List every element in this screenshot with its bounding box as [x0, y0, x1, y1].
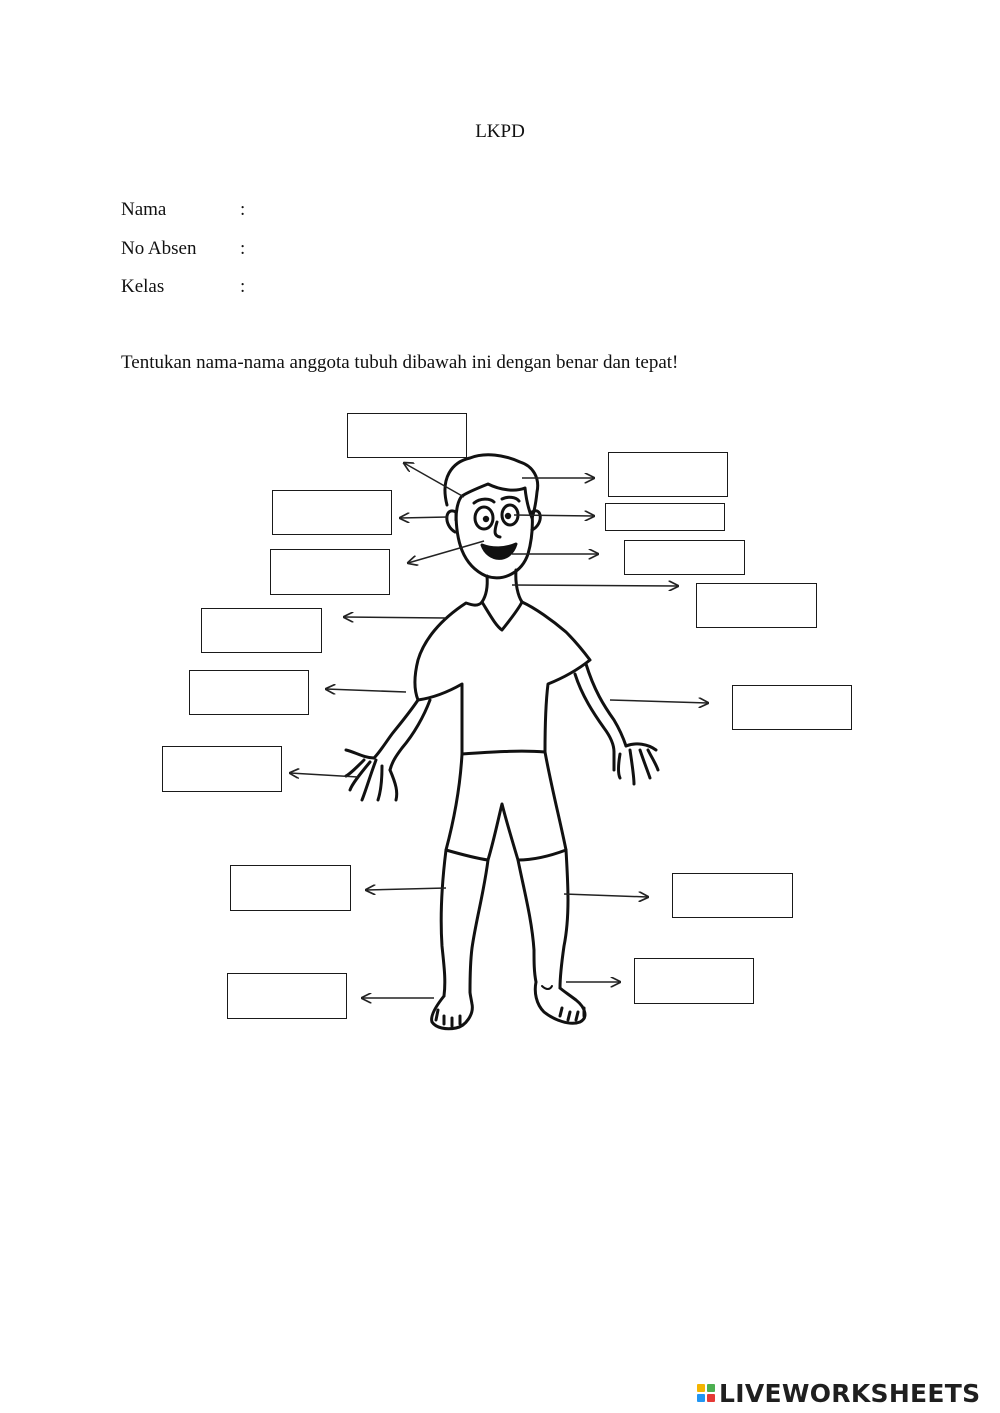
class-colon: :	[240, 276, 246, 297]
answer-box-15[interactable]	[227, 973, 347, 1019]
arrow-thigh	[366, 888, 446, 890]
arrow-eye	[514, 515, 594, 516]
answer-box-11[interactable]	[162, 746, 282, 792]
class-label: Kelas	[121, 276, 165, 297]
answer-box-3[interactable]	[272, 490, 392, 535]
shorts	[446, 752, 566, 860]
nose	[495, 522, 500, 537]
right-hand	[614, 744, 658, 784]
answer-box-10[interactable]	[732, 685, 852, 730]
liveworksheets-brand	[697, 1376, 980, 1410]
attendance-number-label: No Absen	[121, 238, 197, 259]
arrow-arm	[326, 689, 406, 692]
answer-box-5[interactable]	[270, 549, 390, 595]
answer-box-13[interactable]	[672, 873, 793, 918]
instruction-text: Tentukan nama-nama anggota tubuh dibawah ini dengan benar dan tepat!	[121, 352, 679, 373]
boy-figure	[346, 455, 658, 1029]
answer-box-8[interactable]	[201, 608, 322, 653]
shirt	[415, 602, 590, 754]
answer-box-1[interactable]	[347, 413, 467, 458]
answer-box-14[interactable]	[634, 958, 754, 1004]
liveworksheets-logo-icon	[697, 1384, 715, 1402]
arrow-hair	[404, 463, 464, 497]
left-arm	[374, 700, 418, 758]
arrow-shoulder	[344, 617, 446, 618]
answer-box-4[interactable]	[605, 503, 725, 531]
right-arm	[586, 664, 626, 746]
arrow-nose	[408, 541, 484, 563]
face	[456, 512, 532, 578]
answer-box-12[interactable]	[230, 865, 351, 911]
arrow-ear	[400, 517, 448, 518]
arrow-neck	[512, 585, 678, 586]
neck	[482, 576, 487, 602]
answer-box-6[interactable]	[624, 540, 745, 575]
arrow-knee	[564, 894, 648, 897]
answer-box-7[interactable]	[696, 583, 817, 628]
right-leg	[518, 860, 536, 982]
mouth	[482, 544, 516, 558]
left-hand	[346, 750, 397, 800]
page-title: LKPD	[475, 121, 525, 142]
arrow-elbow	[610, 700, 708, 703]
name-colon: :	[240, 199, 246, 220]
name-label: Nama	[121, 199, 167, 220]
answer-box-9[interactable]	[189, 670, 309, 715]
attendance-number-colon: :	[240, 238, 246, 259]
left-leg	[441, 850, 446, 996]
answer-box-2[interactable]	[608, 452, 728, 497]
brand-name: LIVEWORKSHEETS	[719, 1378, 981, 1408]
